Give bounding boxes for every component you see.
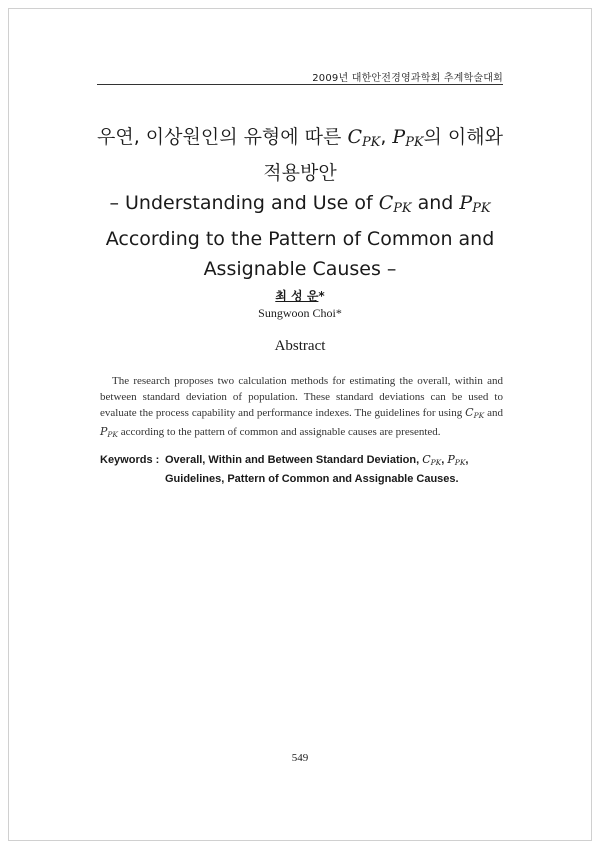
ppk-symbol: $P_{PK}$ bbox=[447, 453, 466, 467]
ppk-symbol: $P_{PK}$ bbox=[459, 192, 491, 217]
running-header: 2009년 대한안전경영과학회 추계학술대회 bbox=[312, 73, 503, 84]
author-name-korean: 최 성 운* bbox=[275, 289, 325, 303]
ppk-symbol: $P_{PK}$ bbox=[392, 126, 424, 151]
paper-title bbox=[60, 122, 540, 284]
title-line-ko-2: 적용방안 bbox=[263, 162, 337, 185]
title-line-en-1: – Understanding and Use of $C_{PK}$ and $P_{PK}$ bbox=[109, 192, 491, 217]
ppk-symbol: $P_{PK}$ bbox=[100, 424, 119, 439]
title-line-ko-1: 우연, 이상원인의 유형에 따른 $C_{PK}$, $P_{PK}$의 이해와 bbox=[96, 126, 503, 151]
abstract-body: The research proposes two calculation methods for estimating the overall, within and between standard deviation of population. These standard deviations can be used to evaluate the process capability and performance indexes. The guidelines for using $C_{PK}$ and $P_{PK}$ according to the pattern of common and assignable causes are presented. bbox=[100, 375, 503, 439]
cpk-symbol: $C_{PK}$ bbox=[422, 453, 442, 467]
author-name-english: Sungwoon Choi* bbox=[258, 306, 342, 320]
cpk-symbol: $C_{PK}$ bbox=[378, 192, 412, 217]
cpk-symbol: $C_{PK}$ bbox=[347, 126, 381, 151]
title-line-en-3: Assignable Causes – bbox=[203, 258, 397, 281]
abstract-heading: Abstract bbox=[274, 338, 326, 354]
keywords-label: Keywords : bbox=[100, 454, 160, 466]
header-rule bbox=[97, 84, 503, 85]
cpk-symbol: $C_{PK}$ bbox=[465, 406, 485, 421]
page-number: 549 bbox=[291, 752, 309, 764]
keywords-list: Overall, Within and Between Standard Deviation, $C_{PK}$, $P_{PK}$, Guidelines, Pattern of Common and Assignable Causes. bbox=[165, 453, 469, 485]
title-line-en-2: According to the Pattern of Common and bbox=[105, 228, 495, 251]
